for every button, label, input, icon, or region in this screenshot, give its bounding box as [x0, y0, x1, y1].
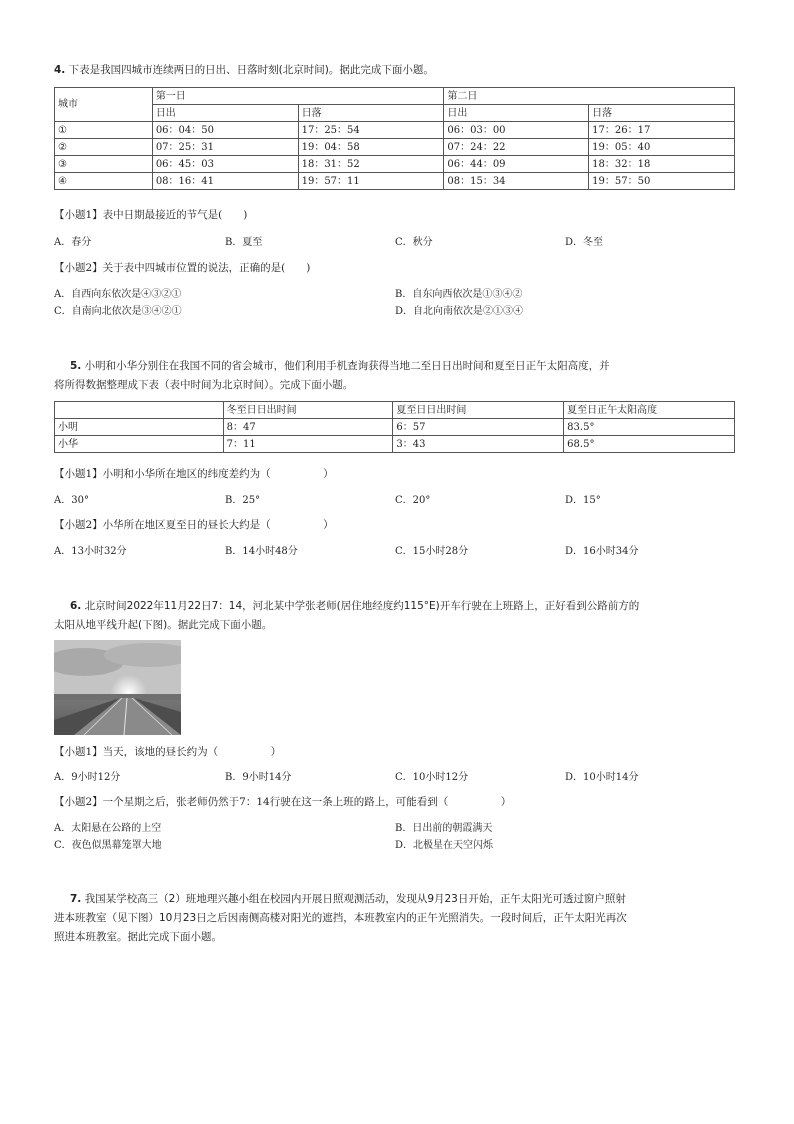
- q4-sub1-option-d[interactable]: D．冬至: [565, 237, 604, 248]
- road-illustration: [54, 640, 181, 735]
- q4-header-sunset-1: 日落: [298, 105, 444, 122]
- table-cell: ③: [55, 156, 153, 173]
- table-cell: 19：57：11: [298, 173, 444, 190]
- q5-stem-line1: 小明和小华分别住在我国不同的省会城市，他们利用手机查询获得当地二至日日出时间和夏至日正午太阳高度，并: [84, 360, 610, 372]
- q7-stem-line2: 进本班教室（见下图）10月23日之后因南侧高楼对阳光的遮挡，本班教室内的正午光照消失。一段时间后，正午太阳光再次: [54, 912, 627, 924]
- q5-table: [54, 401, 735, 453]
- q4-sub2-option-c[interactable]: C．自南向北依次是③④②①: [54, 306, 182, 317]
- q7-stem-line1: 我国某学校高三（2）班地理兴趣小组在校园内开展日照观测活动，发现从9月23日开始，正午太阳光可透过窗户照射: [84, 893, 626, 905]
- q5-sub2-option-b[interactable]: B．14小时48分: [225, 546, 298, 557]
- table-cell: ①: [55, 122, 153, 139]
- q7-number: 7.: [70, 893, 82, 905]
- q4-sub1-option-c[interactable]: C．秋分: [395, 237, 433, 248]
- q6-sub1-option-d[interactable]: D．10小时14分: [565, 772, 639, 783]
- table-cell: 19：05：40: [589, 139, 735, 156]
- q6-sub1-option-c[interactable]: C．10小时12分: [395, 772, 469, 783]
- q4-table: [54, 87, 735, 190]
- q6-sub1-option-a[interactable]: A．9小时12分: [54, 772, 121, 783]
- table-cell: 小华: [55, 436, 224, 453]
- table-cell: 06：44：09: [444, 156, 589, 173]
- q4-sub2-label: 【小题2】关于表中四城市位置的说法，正确的是( ): [54, 262, 311, 274]
- q4-sub1-option-b[interactable]: B．夏至: [225, 237, 263, 248]
- q4-sub2-option-b[interactable]: B．自东向西依次是①③④②: [395, 289, 523, 300]
- table-cell: 3：43: [393, 436, 564, 453]
- table-cell: 18：32：18: [589, 156, 735, 173]
- q6-sub1-option-b[interactable]: B．9小时14分: [225, 772, 292, 783]
- table-cell: 19：04：58: [298, 139, 444, 156]
- q5-sub1-option-c[interactable]: C．20°: [395, 495, 431, 506]
- table-cell: ④: [55, 173, 153, 190]
- q5-header-summer-sunrise: 夏至日日出时间: [393, 402, 564, 419]
- q6-sub2-option-d[interactable]: D．北极星在天空闪烁: [395, 840, 494, 851]
- q4-sub2-option-d[interactable]: D．自北向南依次是②①③④: [395, 306, 524, 317]
- q6-sub1-label: 【小题1】当天，该地的昼长约为（ ）: [54, 746, 282, 758]
- table-cell: 68.5°: [564, 436, 735, 453]
- table-cell: 17：26：17: [589, 122, 735, 139]
- q5-number: 5.: [70, 360, 82, 372]
- q4-number: 4.: [54, 64, 66, 76]
- table-row: [55, 419, 735, 436]
- q4-header-sunrise-2: 日出: [444, 105, 589, 122]
- table-cell: 06：04：50: [152, 122, 298, 139]
- q5-sub2-option-a[interactable]: A．13小时32分: [54, 546, 127, 557]
- q5-header-empty: [55, 402, 224, 419]
- q4-sub1-option-a[interactable]: A．春分: [54, 237, 92, 248]
- table-cell: 08：16：41: [152, 173, 298, 190]
- table-row: [55, 122, 735, 139]
- q4-header-city: 城市: [55, 88, 153, 122]
- table-cell: 08：15：34: [444, 173, 589, 190]
- table-cell: 6：57: [393, 419, 564, 436]
- q5-sub2-option-c[interactable]: C．15小时28分: [395, 546, 469, 557]
- table-cell: ②: [55, 139, 153, 156]
- q5-stem-line2: 将所得数据整理成下表（表中时间为北京时间）。完成下面小题。: [54, 379, 354, 391]
- q4-stem-text: 下表是我国四城市连续两日的日出、日落时刻(北京时间)。据此完成下面小题。: [68, 64, 434, 76]
- table-cell: 7：11: [223, 436, 393, 453]
- table-cell: 06：45：03: [152, 156, 298, 173]
- table-cell: 07：25：31: [152, 139, 298, 156]
- table-row: [55, 436, 735, 453]
- q6-stem: [54, 597, 754, 635]
- q6-sub2-option-b[interactable]: B．日出前的朝霞满天: [395, 823, 493, 834]
- q5-sub1-option-a[interactable]: A．30°: [54, 495, 89, 506]
- q6-sub2-option-c[interactable]: C．夜色似黑幕笼罩大地: [54, 840, 162, 851]
- q4-header-sunrise-1: 日出: [152, 105, 298, 122]
- table-cell: 19：57：50: [589, 173, 735, 190]
- q4-header-sunset-2: 日落: [589, 105, 735, 122]
- q5-sub1-label: 【小题1】小明和小华所在地区的纬度差约为（ ）: [54, 468, 334, 480]
- q6-stem-line1: 北京时间2022年11月22日7：14，河北某中学张老师(居住地经度约115°E)开车行驶在上班路上，正好看到公路前方的: [84, 600, 640, 612]
- table-cell: 8：47: [223, 419, 393, 436]
- q5-sub1-option-b[interactable]: B．25°: [225, 495, 261, 506]
- q5-header-winter-sunrise: 冬至日日出时间: [223, 402, 393, 419]
- table-cell: 06：03：00: [444, 122, 589, 139]
- q4-header-day1: 第一日: [152, 88, 444, 105]
- q6-sub2-label: 【小题2】一个星期之后，张老师仍然于7：14行驶在这一条上班的路上，可能看到（ ）: [54, 796, 512, 808]
- q7-stem: [54, 890, 754, 947]
- table-row: [55, 139, 735, 156]
- q6-sub2-option-a[interactable]: A．太阳悬在公路的上空: [54, 823, 162, 834]
- table-cell: 17：25：54: [298, 122, 444, 139]
- q4-header-day2: 第二日: [444, 88, 735, 105]
- q6-number: 6.: [70, 600, 82, 612]
- q7-stem-line3: 照进本班教室。据此完成下面小题。: [54, 931, 222, 943]
- table-cell: 小明: [55, 419, 224, 436]
- table-cell: 18：31：52: [298, 156, 444, 173]
- table-cell: 07：24：22: [444, 139, 589, 156]
- sunrise-road-photo: [54, 640, 181, 735]
- q4-sub1-label: 【小题1】表中日期最接近的节气是( ): [54, 209, 248, 221]
- q5-sub2-option-d[interactable]: D．16小时34分: [565, 546, 639, 557]
- q5-header-noon-altitude: 夏至日正午太阳高度: [564, 402, 735, 419]
- table-row: [55, 156, 735, 173]
- q5-stem: [54, 357, 754, 395]
- table-cell: 83.5°: [564, 419, 735, 436]
- q6-stem-line2: 太阳从地平线升起(下图)。据此完成下面小题。: [54, 619, 273, 631]
- q5-sub2-label: 【小题2】小华所在地区夏至日的昼长大约是（ ）: [54, 519, 334, 531]
- table-row: [55, 173, 735, 190]
- q4-sub2-option-a[interactable]: A．自西向东依次是④③②①: [54, 289, 182, 300]
- q4-stem: [54, 61, 434, 80]
- q5-sub1-option-d[interactable]: D．15°: [565, 495, 601, 506]
